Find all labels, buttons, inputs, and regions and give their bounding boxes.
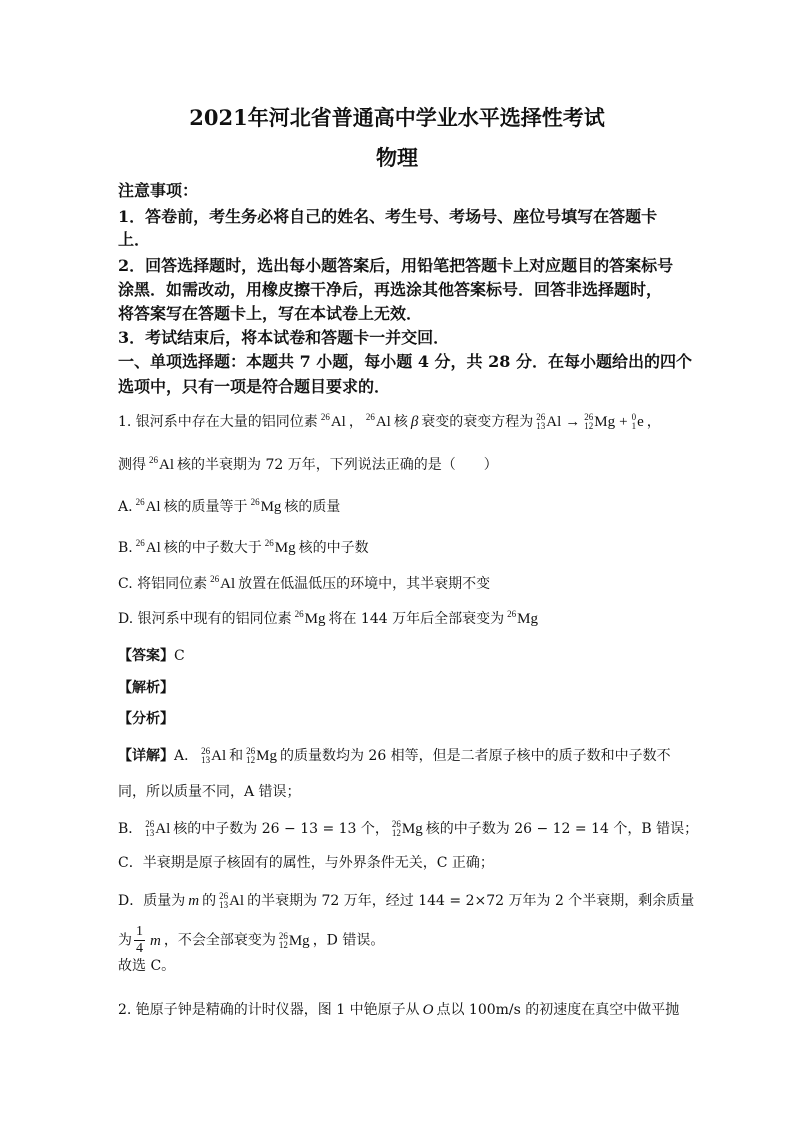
nuclide-numbers	[295, 610, 304, 628]
detail-text: B．	[118, 821, 143, 837]
atomic-number: 12	[278, 939, 288, 950]
mass-number: 26	[145, 819, 155, 829]
stem-text: 点以 100m/s 的初速度在真空中做平抛	[436, 1002, 680, 1018]
detail-text: ，D 错误。	[312, 932, 385, 949]
detail-b-line	[118, 819, 698, 839]
nuclide-numbers	[279, 932, 288, 950]
stem-text: 核	[393, 414, 408, 430]
nuclide-numbers	[632, 413, 637, 431]
option-text: B.	[118, 540, 133, 556]
stem-text: 测得	[118, 457, 146, 473]
element-symbol: Mg	[274, 540, 296, 556]
notice-item-2-line-2: 涂黑．如需改动，用橡皮擦干净后，再选涂其他答案标号．回答非选择题时，	[118, 280, 663, 299]
option-text: C. 将铝同位素	[118, 576, 208, 592]
positron	[632, 413, 644, 431]
element-symbol: Al	[145, 499, 161, 515]
fraction-numerator: 1	[136, 924, 143, 939]
nuclide-numbers	[246, 747, 255, 765]
mass-number: 26	[294, 609, 304, 619]
detail-text: 的	[202, 893, 217, 909]
nuclide-mg-26-12	[584, 413, 615, 431]
mass-number: 26	[201, 746, 211, 756]
question-1-option-d	[118, 609, 541, 629]
element-symbol: Mg	[256, 748, 277, 764]
nuclide-mg-26	[265, 539, 296, 557]
element-symbol: Al	[159, 457, 174, 473]
mass-number: 26	[264, 538, 274, 548]
nuclide-numbers	[366, 413, 375, 431]
detail-text: 的质量数均为 26 相等，但是二者原子核中的质子数和中子数不	[279, 748, 671, 764]
element-symbol: Al	[375, 414, 391, 430]
nuclide-numbers	[536, 413, 545, 431]
element-symbol: Mg	[304, 611, 326, 627]
stem-text: 1. 银河系中存在大量的铝同位素	[118, 414, 318, 430]
detail-d-line-2	[118, 925, 384, 956]
mass-number: 26	[246, 746, 256, 756]
nuclide-al-26	[366, 413, 391, 431]
notice-item-1-line-1: 1．答卷前，考生务必将自己的姓名、考生号、考场号、座位号填写在答题卡	[118, 207, 658, 226]
option-text: 核的中子数大于	[163, 540, 262, 556]
element-symbol: e	[637, 414, 644, 430]
plus-sign: +	[619, 414, 628, 430]
mass-number: 0	[631, 412, 637, 422]
fenxi-label: 【分析】	[118, 711, 174, 727]
detail-text: ，不会全部衰变为	[163, 932, 276, 949]
element-symbol: Mg	[517, 611, 538, 627]
nuclide-al-26-13	[536, 413, 561, 431]
question-2-stem-line-1	[118, 1000, 679, 1020]
mass-number: 26	[507, 609, 517, 619]
atomic-number: 12	[246, 755, 256, 765]
nuclide-numbers	[136, 539, 145, 557]
mass-number: 26	[391, 819, 401, 829]
point-o-label: O	[422, 1002, 434, 1018]
atomic-number: 1	[631, 421, 637, 431]
element-symbol: Al	[155, 821, 171, 837]
option-text: 将在 144 万年后全部衰变为	[328, 611, 505, 627]
question-1-stem-line-2	[118, 455, 498, 475]
detail-conclusion: 故选 C。	[118, 958, 176, 974]
option-text: 核的质量等于	[163, 499, 248, 515]
question-1-option-a	[118, 497, 340, 517]
element-symbol: Al	[546, 414, 562, 430]
nuclide-al-26-13	[219, 892, 244, 910]
nuclide-numbers	[201, 747, 210, 765]
stem-text: ，	[646, 414, 661, 430]
element-symbol: Mg	[594, 414, 616, 430]
fraction-denominator: 4	[136, 941, 143, 956]
nuclide-al-26-13	[145, 820, 170, 838]
detail-text: 核的中子数为 26 − 13 = 13 个，	[173, 821, 389, 837]
atomic-number: 12	[584, 421, 594, 431]
nuclide-al-26	[136, 539, 161, 557]
nuclide-mg-26-12	[246, 747, 277, 765]
element-symbol: Mg	[260, 499, 282, 515]
stem-text: 核的半衰期为 72 万年，下列说法正确的是（ ）	[177, 457, 498, 473]
nuclide-numbers	[584, 413, 593, 431]
beta-symbol: β	[410, 414, 419, 430]
option-text: D. 银河系中现有的铝同位素	[118, 611, 292, 627]
question-1-option-c	[118, 574, 490, 594]
notice-item-2-line-1: 2．回答选择题时，选出每小题答案后，用铅笔把答题卡上对应题目的答案标号	[118, 256, 674, 275]
element-symbol: Mg	[401, 821, 423, 837]
detail-text: 核的中子数为 26 − 12 = 14 个，B 错误；	[425, 821, 699, 837]
detail-text: D．质量为	[118, 893, 186, 909]
element-symbol: Al	[229, 893, 245, 909]
nuclide-numbers	[145, 820, 154, 838]
option-text: 核的中子数	[298, 540, 369, 556]
detail-text: 和	[229, 748, 244, 764]
notice-heading: 注意事项：	[118, 181, 199, 200]
nuclide-numbers	[219, 892, 228, 910]
mass-variable: m	[188, 893, 200, 909]
mass-number: 26	[584, 412, 594, 422]
detail-label: 【详解】	[118, 748, 174, 764]
mass-number: 26	[219, 891, 229, 901]
notice-item-1-line-2: 上．	[118, 230, 151, 249]
atomic-number: 13	[536, 421, 546, 431]
element-symbol: Al	[211, 748, 227, 764]
question-1-option-b	[118, 538, 369, 558]
nuclide-numbers	[321, 413, 330, 431]
element-symbol: Al	[220, 576, 236, 592]
nuclide-al-26	[149, 456, 174, 474]
mass-variable: m	[150, 932, 161, 949]
nuclide-numbers	[265, 539, 274, 557]
nuclide-numbers	[507, 610, 516, 628]
atomic-number: 13	[219, 900, 229, 910]
answer-value: C	[174, 648, 185, 664]
detail-text: 的半衰期为 72 万年，经过 144 = 2×72 万年为 2 个半衰期，剩余质量	[247, 893, 695, 909]
nuclide-mg-26	[295, 610, 326, 628]
mass-number: 26	[135, 538, 145, 548]
detail-a-line-2: 同，所以质量不同，A 错误；	[118, 784, 301, 800]
nuclide-numbers	[210, 575, 219, 593]
notice-item-3-line-1: 3．考试结束后，将本试卷和答题卡一并交回．	[118, 328, 450, 347]
stem-text: ，	[348, 414, 363, 430]
nuclide-al-26-13	[201, 747, 226, 765]
option-text: 放置在低温低压的环境中，其半衰期不变	[238, 576, 491, 592]
element-symbol: Al	[145, 540, 161, 556]
mass-number: 26	[278, 930, 288, 941]
nuclide-mg-26-12	[392, 820, 423, 838]
nuclide-numbers	[136, 498, 145, 516]
nuclide-numbers	[251, 498, 260, 516]
mass-number: 26	[149, 455, 158, 465]
element-symbol: Al	[330, 414, 346, 430]
detail-c-line: C．半衰期是原子核固有的属性，与外界条件无关，C 正确；	[118, 855, 494, 871]
nuclide-al-26	[321, 413, 346, 431]
nuclide-al-26	[210, 575, 235, 593]
exam-title: 2021年河北省普通高中学业水平选择性考试	[189, 105, 605, 130]
mass-number: 26	[536, 412, 546, 422]
detail-a-line-1	[118, 746, 671, 766]
answer-label: 【答案】	[118, 648, 174, 664]
stem-text: 2. 铯原子钟是精确的计时仪器，图 1 中铯原子从	[118, 1002, 420, 1018]
mass-number: 26	[135, 497, 145, 507]
atomic-number: 13	[145, 828, 155, 838]
atomic-number: 12	[391, 828, 401, 838]
fraction-one-quarter	[134, 925, 145, 956]
mass-number: 26	[365, 412, 375, 422]
nuclide-mg-26	[507, 610, 538, 628]
analysis-label: 【解析】	[118, 680, 174, 696]
question-1-stem-line-1	[118, 412, 661, 432]
mass-number: 26	[320, 412, 330, 422]
detail-text: 为	[118, 932, 132, 949]
nuclide-al-26	[136, 498, 161, 516]
option-text: 核的质量	[284, 499, 341, 515]
notice-item-2-line-3: 将答案写在答题卡上，写在本试卷上无效．	[118, 304, 423, 323]
section-1-heading-line-1: 一、单项选择题：本题共 7 小题，每小题 4 分，共 28 分．在每小题给出的四个	[118, 352, 692, 371]
answer-line	[118, 646, 185, 666]
stem-text: 衰变的衰变方程为	[421, 414, 534, 430]
atomic-number: 13	[201, 755, 211, 765]
mass-number: 26	[210, 574, 220, 584]
element-symbol: Mg	[288, 932, 310, 949]
exam-subject: 物理	[376, 145, 418, 170]
detail-d-line-1	[118, 891, 694, 911]
nuclide-numbers	[149, 456, 158, 474]
nuclide-numbers	[392, 820, 401, 838]
nuclide-mg-26-12	[279, 932, 310, 950]
mass-number: 26	[250, 497, 260, 507]
nuclide-mg-26	[251, 498, 282, 516]
detail-text: A．	[174, 748, 199, 764]
reaction-arrow: →	[565, 414, 581, 430]
section-1-heading-line-2: 选项中，只有一项是符合题目要求的．	[118, 377, 391, 396]
option-text: A.	[118, 499, 133, 515]
